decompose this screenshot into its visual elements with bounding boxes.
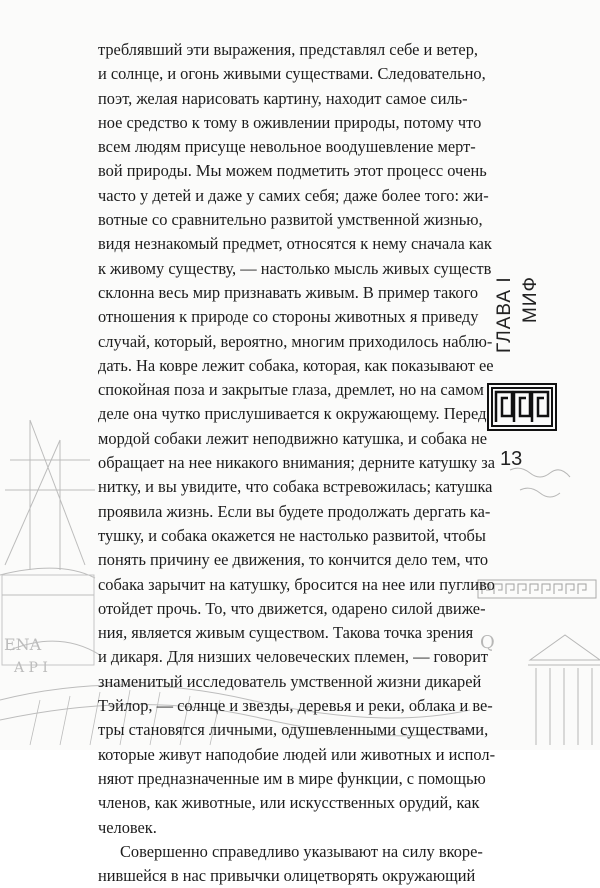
text-line: ное средство к тому в оживлении природы, потому что bbox=[98, 112, 482, 132]
text-line: членов, как животные, или искусственных орудий, как bbox=[98, 793, 480, 813]
text-line: склонна весь мир признавать живым. В пример такого bbox=[98, 282, 479, 302]
greek-key-ornament bbox=[487, 383, 557, 431]
text-line: нитку, и вы увидите, что собака встревожилась; катушка bbox=[98, 477, 493, 497]
text-line: часто у детей и даже у самих себя; даже более того: жи- bbox=[98, 185, 489, 205]
text-line: нившейся в нас привычки олицетворять окружающий bbox=[98, 866, 476, 886]
text-line: проявила жизнь. Если вы будете продолжать дергать ка- bbox=[98, 501, 491, 521]
text-line: человек. bbox=[98, 817, 157, 837]
text-line: вотные со сравнительно развитой умственной жизнью, bbox=[98, 210, 483, 230]
page-number: 13 bbox=[500, 448, 523, 470]
text-line: вой природы. Мы можем подметить этот процесс очень bbox=[98, 161, 487, 181]
text-line: собака зарычит на катушку, бросится на нее или пугливо bbox=[98, 574, 495, 594]
text-line: которые живут наподобие людей или животных и испол- bbox=[98, 744, 496, 764]
text-line: знаменитый исследователь умственной жизни дикарей bbox=[98, 671, 482, 691]
text-line: треблявший эти выражения, представлял себе и ветер, bbox=[98, 40, 478, 59]
body-text bbox=[98, 38, 496, 888]
text-line: Совершенно справедливо указывают на силу вкоре- bbox=[120, 841, 483, 861]
text-line: случай, который, вероятно, многим приходилось наблю- bbox=[98, 331, 493, 351]
text-line: ния, является живым существом. Такова точка зрения bbox=[98, 623, 474, 643]
text-line: отношения к природе со стороны животных я приведу bbox=[98, 307, 479, 327]
engraving-letters-left: ENA bbox=[4, 635, 42, 654]
text-line: поэт, желая нарисовать картину, находит самое силь- bbox=[98, 88, 468, 108]
text-line: к живому существу, — настолько мысль живых существ bbox=[98, 258, 492, 278]
text-line: тушку, и собака окажется не настолько развитой, чтобы bbox=[98, 525, 486, 545]
text-line: понять причину ее движения, то кончится дело тем, что bbox=[98, 550, 489, 570]
text-line: Тэйлор, — солнце и звезды, деревья и реки, облака и ве- bbox=[98, 696, 493, 716]
text-line: мордой собаки лежит неподвижно катушка, и собака не bbox=[98, 428, 488, 448]
engraving-letters-left-2: A P I bbox=[14, 660, 48, 676]
text-line: тры становятся личными, одушевленными существами, bbox=[98, 720, 489, 740]
text-line: всем людям присуще невольное воодушевление мерт- bbox=[98, 137, 476, 157]
text-line: и солнце, и огонь живыми существами. Следовательно, bbox=[98, 64, 486, 84]
text-line: обращает на нее никакого внимания; дерните катушку за bbox=[98, 453, 496, 473]
text-line: дать. На ковре лежит собака, которая, как показывают ее bbox=[98, 355, 494, 375]
engraving-letter-right: Q bbox=[480, 632, 495, 653]
text-line: отойдет прочь. То, что движется, одарено силой движе- bbox=[98, 598, 486, 618]
text-line: и дикаря. Для низших человеческих племен, — говорит bbox=[98, 647, 489, 667]
text-line: спокойная поза и закрытые глаза, дремлет, но на самом bbox=[98, 380, 484, 400]
text-line: видя незнакомый предмет, относятся к нему сначала как bbox=[98, 234, 492, 254]
chapter-label: ГЛАВА I bbox=[494, 276, 515, 353]
text-line: деле она чутко прислушивается к окружающему. Перед bbox=[98, 404, 487, 424]
chapter-title: МИФ bbox=[520, 276, 541, 323]
text-line: няют предназначенные им в мире функции, с помощью bbox=[98, 768, 486, 788]
